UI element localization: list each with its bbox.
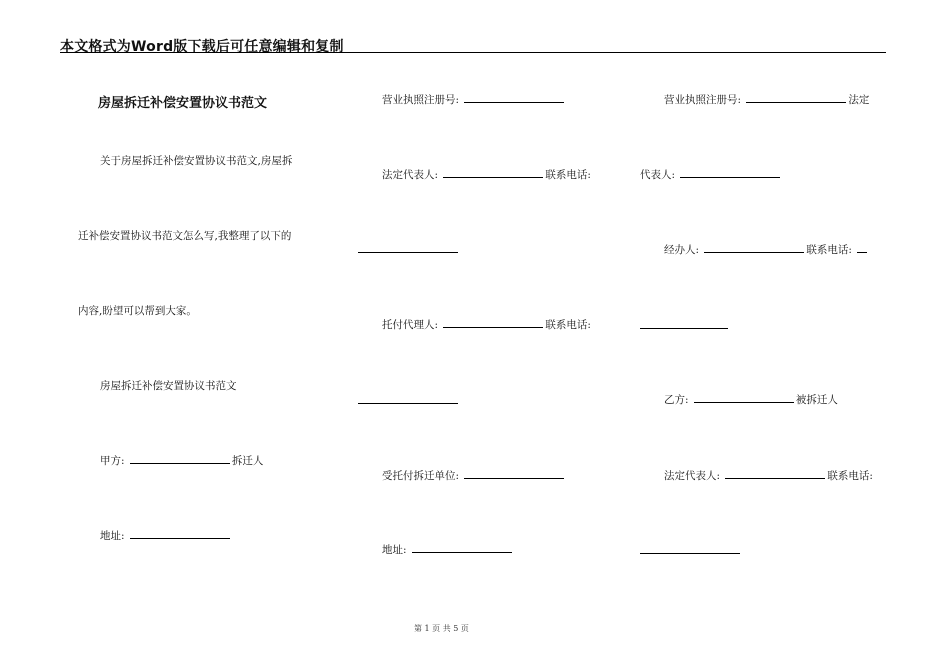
col3-license-field bbox=[664, 92, 869, 107]
col3-phone-label-2: 联系电话: bbox=[827, 470, 873, 482]
col3-legal-rep-blank bbox=[725, 469, 825, 479]
col2-address-field bbox=[382, 542, 514, 557]
intro-line-2: 迁补偿安置协议书范文怎么写,我整理了以下的 bbox=[78, 230, 292, 242]
party-a-address-blank bbox=[130, 529, 230, 539]
document-header: 本文格式为Word版下载后可任意编辑和复制 bbox=[60, 39, 344, 55]
col3-license-label: 营业执照注册号: bbox=[664, 94, 742, 106]
col2-phone-label-2: 联系电话: bbox=[545, 319, 591, 331]
col3-phone-blank-1 bbox=[857, 243, 867, 253]
col3-rep-label: 代表人: bbox=[640, 169, 676, 181]
col2-license-label: 营业执照注册号: bbox=[382, 94, 460, 106]
party-a-field bbox=[100, 453, 263, 468]
col2-entrusted-unit-blank bbox=[464, 469, 564, 479]
party-a-label: 甲方: bbox=[100, 455, 125, 467]
party-a-suffix: 拆迁人 bbox=[231, 455, 264, 467]
col3-agent-phone-blank bbox=[640, 328, 728, 329]
col3-party-b-label: 乙方: bbox=[664, 394, 689, 406]
col2-phone-label-1: 联系电话: bbox=[545, 169, 591, 181]
col2-license-field bbox=[382, 92, 566, 107]
party-a-blank bbox=[130, 454, 230, 464]
col3-party-b-field bbox=[664, 392, 838, 407]
page-number: 第 1 页 共 5 页 bbox=[414, 624, 469, 633]
agreement-subtitle: 房屋拆迁补偿安置协议书范文 bbox=[100, 380, 237, 392]
intro-line-1: 关于房屋拆迁补偿安置协议书范文,房屋拆 bbox=[100, 155, 293, 167]
col2-legal-rep-blank bbox=[443, 168, 543, 178]
col2-agent-label: 托付代理人: bbox=[382, 319, 439, 331]
party-a-address-field bbox=[100, 528, 232, 543]
col2-agent-blank bbox=[443, 318, 543, 328]
col3-party-b-blank bbox=[694, 393, 794, 403]
col3-party-b-suffix: 被拆迁人 bbox=[795, 394, 838, 406]
col2-license-blank bbox=[464, 93, 564, 103]
col2-entrusted-unit-field bbox=[382, 468, 566, 483]
col2-address-blank bbox=[412, 543, 512, 553]
intro-line-3: 内容,盼望可以帮到大家。 bbox=[78, 305, 197, 317]
col3-phone-blank-2 bbox=[640, 553, 740, 554]
col2-phone-blank-1 bbox=[358, 252, 458, 253]
col3-legal-rep-label: 法定代表人: bbox=[664, 470, 721, 482]
col3-legal-fragment: 法定 bbox=[848, 94, 870, 106]
col3-license-blank bbox=[746, 93, 846, 103]
party-a-address-label: 地址: bbox=[100, 530, 125, 542]
col2-legal-rep-label: 法定代表人: bbox=[382, 169, 439, 181]
col3-rep-blank bbox=[680, 168, 780, 178]
col3-handler-label: 经办人: bbox=[664, 244, 700, 256]
col2-address-label: 地址: bbox=[382, 544, 407, 556]
col2-entrusted-unit-label: 受托付拆迁单位: bbox=[382, 470, 460, 482]
col3-rep-field bbox=[640, 167, 782, 182]
col3-handler-field bbox=[664, 242, 869, 257]
col3-legal-rep-field bbox=[664, 468, 873, 483]
header-divider bbox=[60, 52, 886, 53]
col2-agent-field bbox=[382, 317, 591, 332]
col3-phone-label-1: 联系电话: bbox=[806, 244, 852, 256]
document-title: 房屋拆迁补偿安置协议书范文 bbox=[98, 96, 268, 111]
col2-phone-blank-2 bbox=[358, 403, 458, 404]
col2-legal-rep-field bbox=[382, 167, 591, 182]
col3-handler-blank bbox=[704, 243, 804, 253]
